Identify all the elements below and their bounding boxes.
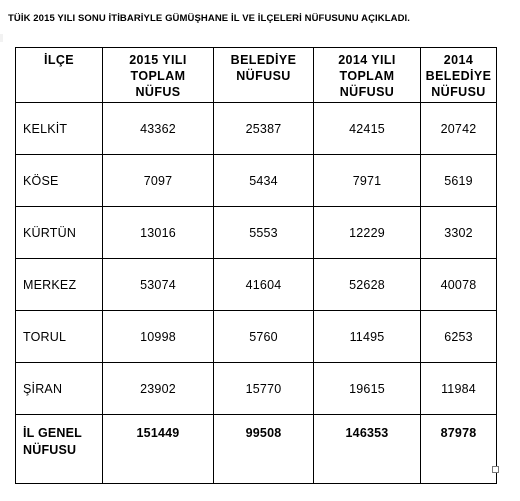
total-label: İL GENEL NÜFUSU: [16, 415, 103, 484]
table-row: [16, 155, 497, 207]
header-2014-municipality: 2014 BELEDİYE NÜFUSU: [421, 48, 497, 103]
table-row: [16, 311, 497, 363]
cell-2014-total: 7971: [314, 155, 421, 207]
total-2014-municipality: 87978: [421, 415, 497, 484]
cell-2014-municipality: 5619: [421, 155, 497, 207]
cell-2014-total: 19615: [314, 363, 421, 415]
cell-2015-total: 10998: [103, 311, 214, 363]
table-row: [16, 103, 497, 155]
district-name: MERKEZ: [16, 259, 103, 311]
cell-2014-municipality: 11984: [421, 363, 497, 415]
district-name: TORUL: [16, 311, 103, 363]
table-row: [16, 363, 497, 415]
header-2015-total: 2015 YILI TOPLAM NÜFUS: [103, 48, 214, 103]
margin-marker: [0, 34, 3, 42]
header-ilce: İLÇE: [16, 48, 103, 103]
cell-2015-municipality: 41604: [214, 259, 314, 311]
table-row: [16, 207, 497, 259]
cell-2014-total: 11495: [314, 311, 421, 363]
cell-2015-municipality: 5760: [214, 311, 314, 363]
total-row: [16, 415, 497, 484]
cell-2015-municipality: 15770: [214, 363, 314, 415]
population-table: [15, 47, 497, 484]
header-2014-total: 2014 YILI TOPLAM NÜFUSU: [314, 48, 421, 103]
cell-2015-total: 7097: [103, 155, 214, 207]
cell-2015-total: 13016: [103, 207, 214, 259]
cell-2015-total: 43362: [103, 103, 214, 155]
cell-2014-municipality: 3302: [421, 207, 497, 259]
total-2015-total: 151449: [103, 415, 214, 484]
total-2015-municipality: 99508: [214, 415, 314, 484]
district-name: KELKİT: [16, 103, 103, 155]
total-2014-total: 146353: [314, 415, 421, 484]
table-header-row: [16, 48, 497, 103]
document-title: TÜİK 2015 YILI SONU İTİBARİYLE GÜMÜŞHANE İL VE İLÇELERİ NÜFUSUNU AÇIKLADI.: [8, 13, 411, 24]
cell-2014-total: 12229: [314, 207, 421, 259]
district-name: ŞİRAN: [16, 363, 103, 415]
table-row: [16, 259, 497, 311]
cell-2014-municipality: 20742: [421, 103, 497, 155]
table-resize-handle[interactable]: [492, 466, 499, 473]
cell-2015-total: 23902: [103, 363, 214, 415]
cell-2015-municipality: 5553: [214, 207, 314, 259]
cell-2014-municipality: 6253: [421, 311, 497, 363]
cell-2015-municipality: 5434: [214, 155, 314, 207]
header-2015-municipality: BELEDİYE NÜFUSU: [214, 48, 314, 103]
district-name: KÖSE: [16, 155, 103, 207]
cell-2014-total: 52628: [314, 259, 421, 311]
cell-2015-total: 53074: [103, 259, 214, 311]
cell-2014-municipality: 40078: [421, 259, 497, 311]
district-name: KÜRTÜN: [16, 207, 103, 259]
cell-2015-municipality: 25387: [214, 103, 314, 155]
cell-2014-total: 42415: [314, 103, 421, 155]
